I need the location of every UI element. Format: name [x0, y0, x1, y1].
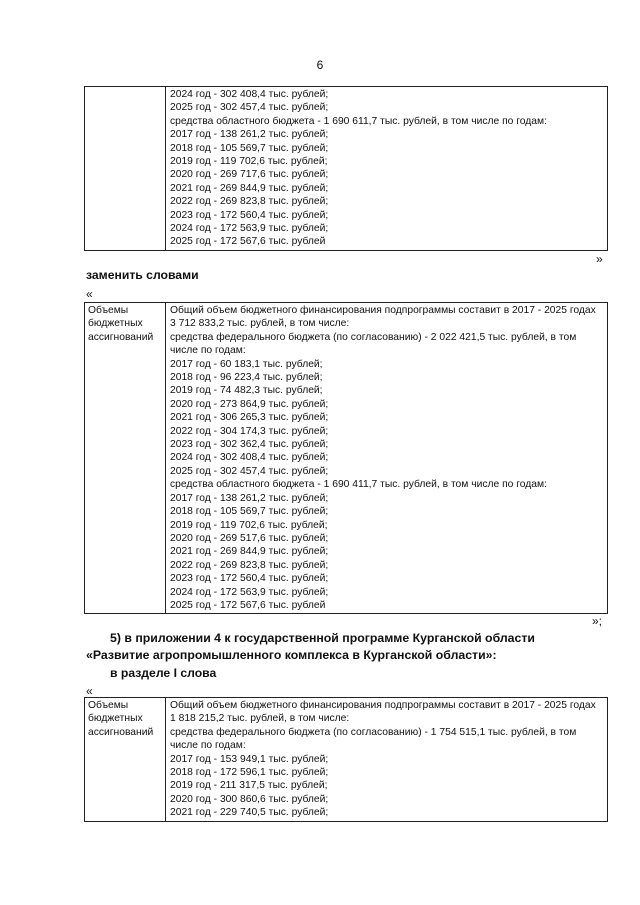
- table-federal: средства федерального бюджета (по согласованию) - 1 754 515,1 тыс. рублей, в том числе по годам:: [170, 726, 577, 752]
- table-left-cell: Объемы бюджетных ассигнований: [85, 303, 166, 614]
- table-line: 2023 год - 172 560,4 тыс. рублей;: [170, 573, 329, 585]
- table-line: 2025 год - 302 457,4 тыс. рублей;: [170, 465, 329, 477]
- table-line: 2021 год - 269 844,9 тыс. рублей;: [170, 546, 329, 558]
- table-line: 2019 год - 119 702,6 тыс. рублей;: [170, 156, 328, 168]
- close-quote: »: [596, 252, 603, 266]
- table-line: 2021 год - 229 740,5 тыс. рублей;: [170, 807, 329, 819]
- table-line: 2025 год - 172 567,6 тыс. рублей: [170, 236, 326, 248]
- table-line: 2022 год - 304 174,3 тыс. рублей;: [170, 425, 329, 437]
- table-intro: Общий объем бюджетного финансирования подпрограммы составит в 2017 - 2025 годах 3 712 833,2 тыс. рублей, в том числе:: [170, 305, 596, 330]
- table-line: 2018 год - 105 569,7 тыс. рублей;: [170, 142, 329, 154]
- table-line: 2025 год - 172 567,6 тыс. рублей: [170, 599, 326, 611]
- table-line: средства областного бюджета - 1 690 411,7 тыс. рублей, в том числе по годам:: [170, 479, 547, 491]
- replace-words-heading: заменить словами: [86, 268, 199, 282]
- table-line: 2019 год - 119 702,6 тыс. рублей;: [170, 519, 328, 531]
- table-line: 2017 год - 138 261,2 тыс. рублей;: [170, 492, 329, 504]
- table-line: 2024 год - 172 563,9 тыс. рублей;: [170, 586, 329, 598]
- open-quote: «: [86, 684, 93, 698]
- item-5-line-1: 5) в приложении 4 к государственной программе Курганской области: [110, 631, 535, 645]
- table-line: 2024 год - 302 408,4 тыс. рублей;: [170, 452, 329, 464]
- table-line: 2021 год - 306 265,3 тыс. рублей;: [170, 412, 329, 424]
- table-right-cell: [166, 698, 608, 822]
- table-right-cell: [166, 303, 608, 614]
- table-line: 2021 год - 269 844,9 тыс. рублей;: [170, 182, 329, 194]
- funding-table-continuation: [84, 86, 608, 251]
- table-left-cell: [85, 87, 166, 251]
- table-line: 2018 год - 172 596,1 тыс. рублей;: [170, 767, 329, 779]
- table-line: 2025 год - 302 457,4 тыс. рублей;: [170, 102, 329, 114]
- table-line: 2018 год - 96 223,4 тыс. рублей;: [170, 372, 323, 384]
- table-line: 2017 год - 153 949,1 тыс. рублей;: [170, 753, 329, 765]
- table-line: 2024 год - 172 563,9 тыс. рублей;: [170, 223, 329, 235]
- table-intro: Общий объем бюджетного финансирования подпрограммы составит в 2017 - 2025 годах 1 818 215,2 тыс. рублей, в том числе:: [170, 700, 596, 725]
- table-federal: средства федерального бюджета (по согласованию) - 2 022 421,5 тыс. рублей, в том числе по годам:: [170, 331, 577, 357]
- table-line: 2020 год - 300 860,6 тыс. рублей;: [170, 793, 329, 805]
- table-line: 2020 год - 273 864,9 тыс. рублей;: [170, 398, 329, 410]
- table-line: 2019 год - 211 317,5 тыс. рублей;: [170, 780, 328, 792]
- table-right-cell: [166, 87, 608, 251]
- table-line: 2023 год - 172 560,4 тыс. рублей;: [170, 209, 329, 221]
- close-quote-semicolon: »;: [592, 614, 603, 628]
- table-line: 2020 год - 269 517,6 тыс. рублей;: [170, 532, 329, 544]
- table-line: 2022 год - 269 823,8 тыс. рублей;: [170, 559, 329, 571]
- table-line: 2019 год - 74 482,3 тыс. рублей;: [170, 385, 323, 397]
- table-line: 2024 год - 302 408,4 тыс. рублей;: [170, 89, 329, 100]
- table-line: средства областного бюджета - 1 690 611,7 тыс. рублей, в том числе по годам:: [170, 115, 547, 127]
- table-line: 2017 год - 60 183,1 тыс. рублей;: [170, 358, 323, 370]
- open-quote: «: [86, 287, 93, 301]
- funding-table-new: [84, 302, 608, 614]
- section-words: в разделе I слова: [110, 666, 217, 680]
- item-5-line-2: «Развитие агропромышленного комплекса в Курганской области»:: [86, 648, 497, 662]
- table-line: 2018 год - 105 569,7 тыс. рублей;: [170, 506, 329, 518]
- table-line: 2023 год - 302 362,4 тыс. рублей;: [170, 439, 329, 451]
- page-number: 6: [316, 58, 324, 72]
- table-line: 2017 год - 138 261,2 тыс. рублей;: [170, 129, 329, 141]
- table-line: 2020 год - 269 717,6 тыс. рублей;: [170, 169, 329, 181]
- funding-table-appendix-4: [84, 697, 608, 822]
- table-line: 2022 год - 269 823,8 тыс. рублей;: [170, 196, 329, 208]
- table-left-cell: Объемы бюджетных ассигнований: [85, 698, 166, 822]
